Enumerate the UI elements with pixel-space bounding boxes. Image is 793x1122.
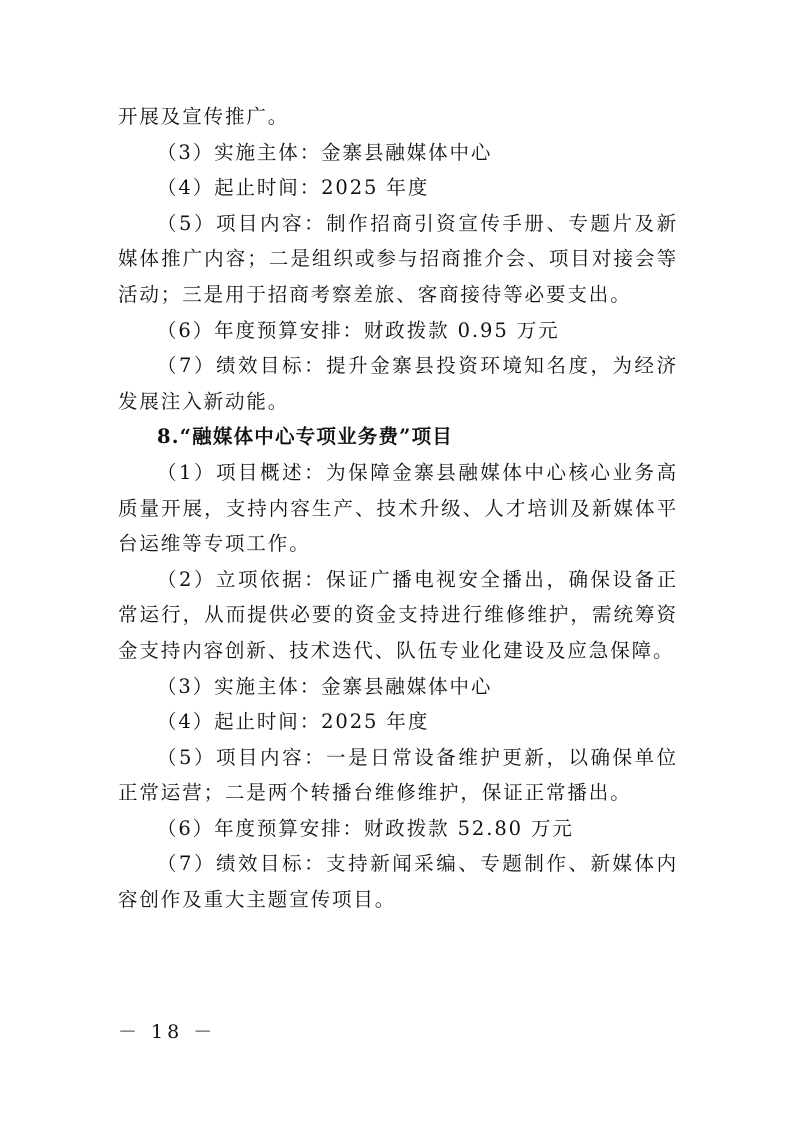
paragraph-goal-8: （7）绩效目标：支持新闻采编、专题制作、新媒体内容创作及重大主题宣传项目。 [118,852,678,912]
paragraph-continuation: 开展及宣传推广。 [118,105,290,128]
paragraph-implementer-1: （3）实施主体：金寨县融媒体中心 [157,140,493,164]
paragraph-implementer-8: （3）实施主体：金寨县融媒体中心 [157,674,493,698]
body-text [118,99,678,918]
paragraph-goal-1: （7）绩效目标：提升金寨县投资环境知名度，为经济发展注入新动能。 [118,354,678,413]
page-number: － 18 － [118,1021,217,1043]
paragraph-overview-8: （1）项目概述：为保障金寨县融媒体中心核心业务高质量开展，支持内容生产、技术升级、人才培训及新媒体平台运维等专项工作。 [118,460,678,556]
paragraph-basis-8: （2）立项依据：保证广播电视安全播出，确保设备正常运行，从而提供必要的资金支持进行维修维护，需统筹资金支持内容创新、技术迭代、队伍专业化建设及应急保障。 [118,567,678,662]
paragraph-content-8: （5）项目内容：一是日常设备维护更新，以确保单位正常运营；二是两个转播台维修维护，保证正常播出。 [118,745,678,805]
section-heading-8: 8.“融媒体中心专项业务费”项目 [157,425,453,449]
paragraph-period-1: （4）起止时间：2025 年度 [157,176,430,200]
paragraph-budget-8: （6）年度预算安排：财政拨款 52.80 万元 [157,816,574,840]
paragraph-period-8: （4）起止时间：2025 年度 [157,710,430,734]
paragraph-content-1: （5）项目内容：制作招商引资宣传手册、专题片及新媒体推广内容；二是组织或参与招商推介会、项目对接会等活动；三是用于招商考察差旅、客商接待等必要支出。 [118,211,678,306]
paragraph-budget-1: （6）年度预算安排：财政拨款 0.95 万元 [157,318,560,342]
